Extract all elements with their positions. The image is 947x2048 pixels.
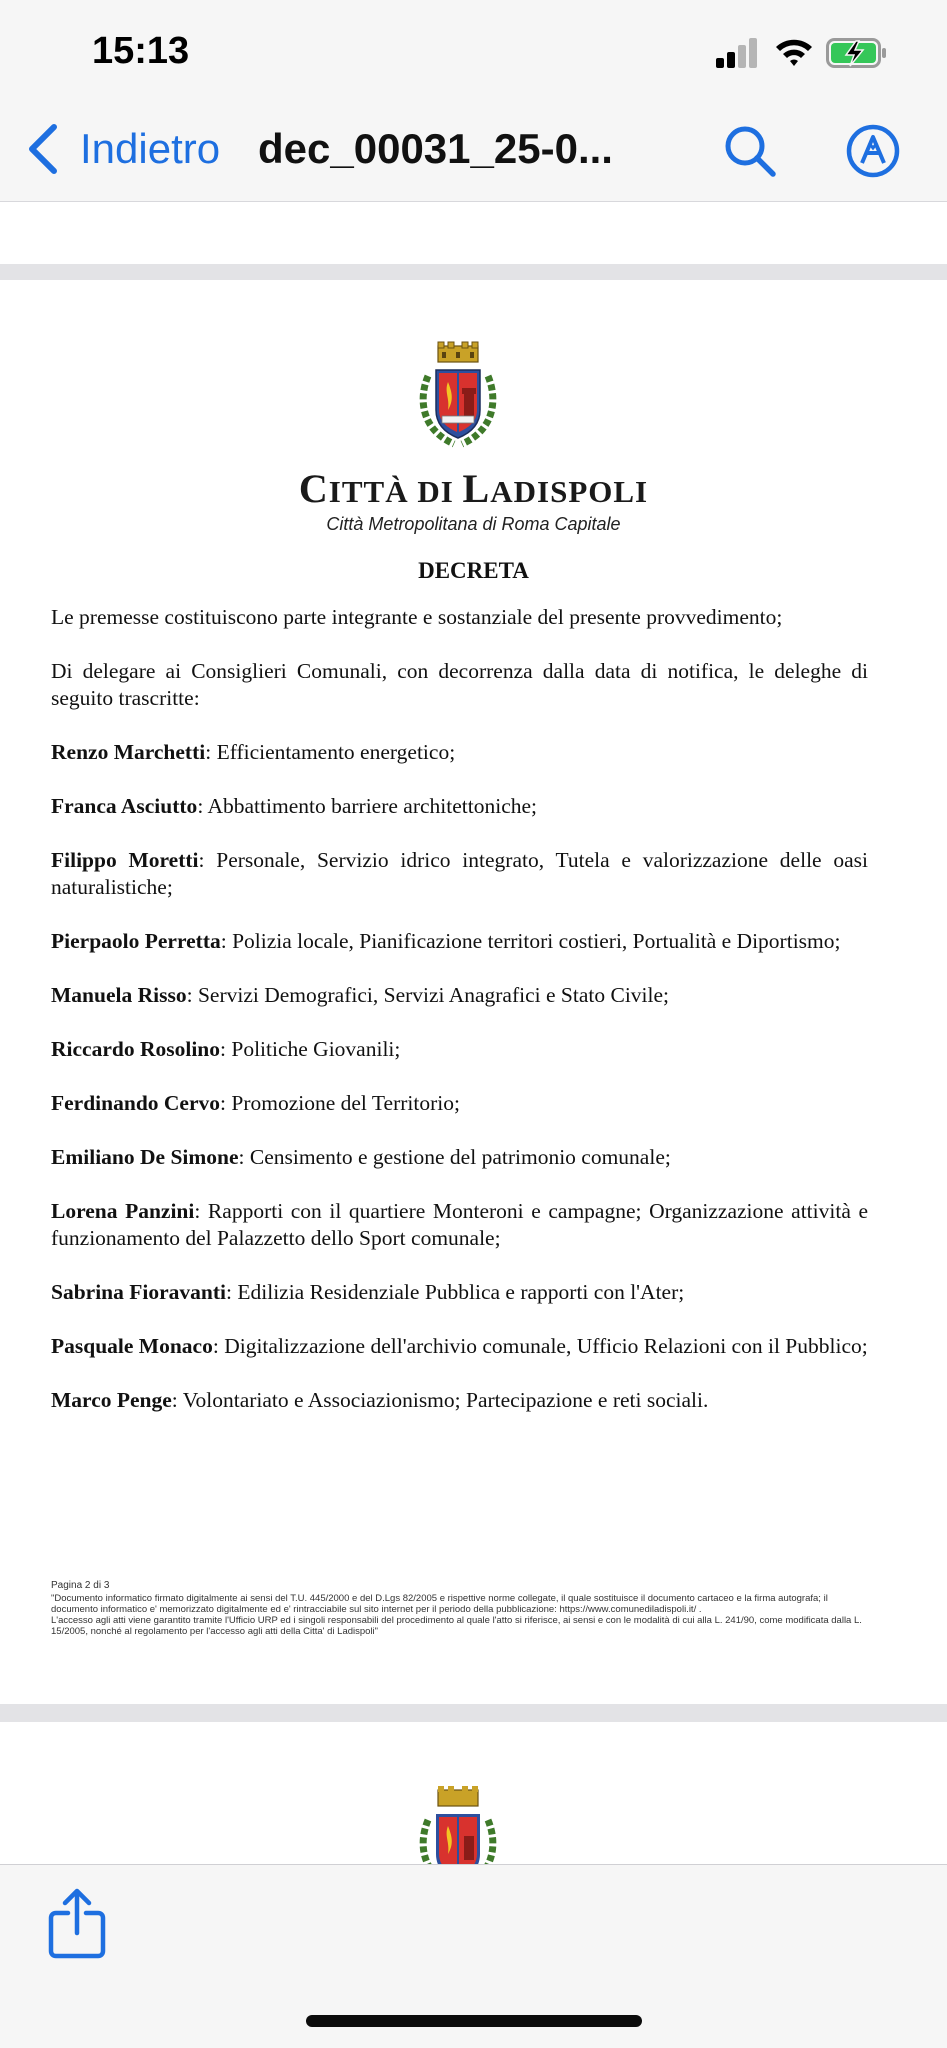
councillor-name: Filippo Moretti xyxy=(51,848,199,872)
back-label: Indietro xyxy=(80,125,221,172)
delegation-item xyxy=(51,1198,868,1252)
wifi-icon xyxy=(774,36,814,68)
chevron-left-icon xyxy=(26,123,60,175)
delegation-item xyxy=(51,739,868,766)
delegation-text: : Promozione del Territorio; xyxy=(220,1091,460,1115)
councillor-name: Marco Penge xyxy=(51,1388,172,1412)
battery-charging-icon xyxy=(826,38,888,68)
back-button[interactable] xyxy=(26,119,220,179)
intro-paragraph: Di delegare ai Consiglieri Comunali, con decorrenza dalla data di notifica, le deleghe di seguito trascritte: xyxy=(51,659,868,710)
home-indicator xyxy=(306,2015,642,2027)
document-page xyxy=(0,280,947,1704)
delegation-item xyxy=(51,1090,868,1117)
delegation-item xyxy=(51,1387,868,1414)
footer-signature-notice: "Documento informatico firmato digitalmente ai sensi del T.U. 445/2000 e del D.Lgs 82/2005 e rispettive norme collegate, il quale sostituisce il documento cartaceo e la firma autografa; il documento informatico e' memorizzato digitalmente ed e' rintracciabile sul sito internet per il periodo della pubblicazione: https://www.comunediladispoli.it/ . xyxy=(51,1593,828,1615)
delegation-text: : Digitalizzazione dell'archivio comunale, Ufficio Relazioni con il Pubblico; xyxy=(212,1334,868,1358)
councillor-name: Sabrina Fioravanti xyxy=(51,1280,227,1304)
delegation-item xyxy=(51,1036,868,1063)
delegations-list xyxy=(51,739,868,1414)
document-viewport[interactable] xyxy=(0,202,947,1864)
delegation-item xyxy=(51,1279,868,1306)
delegation-text: : Censimento e gestione del patrimonio comunale; xyxy=(238,1145,671,1169)
delegation-text: : Personale, Servizio idrico integrato, Tutela e valorizzazione delle oasi naturalistiche; xyxy=(51,848,868,899)
councillor-name: Emiliano De Simone xyxy=(51,1145,239,1169)
delegation-text: : Volontariato e Associazionismo; Partecipazione e reti sociali. xyxy=(171,1388,709,1412)
councillor-name: Ferdinando Cervo xyxy=(51,1091,221,1115)
delegation-text: : Edilizia Residenziale Pubblica e rapporti con l'Ater; xyxy=(226,1280,685,1304)
city-coat-of-arms-icon xyxy=(410,340,506,460)
status-time: 15:13 xyxy=(92,30,190,72)
document-title: dec_00031_25-0... xyxy=(258,125,613,172)
delegation-item xyxy=(51,1144,868,1171)
delegation-item xyxy=(51,847,868,901)
delegation-text: : Servizi Demografici, Servizi Anagrafici e Stato Civile; xyxy=(186,983,670,1007)
councillor-name: Pierpaolo Perretta xyxy=(51,929,221,953)
delegation-text: : Abbattimento barriere architettoniche; xyxy=(197,794,537,818)
city-coat-of-arms-icon xyxy=(410,1784,506,1864)
markup-pen-icon[interactable] xyxy=(845,123,901,179)
delegation-text: : Polizia locale, Pianificazione territori costieri, Portualità e Diportismo; xyxy=(220,929,841,953)
councillor-name: Manuela Risso xyxy=(51,983,187,1007)
decree-heading: DECRETA xyxy=(418,558,529,583)
city-subtitle: Città Metropolitana di Roma Capitale xyxy=(326,514,621,534)
delegation-item xyxy=(51,793,868,820)
councillor-name: Renzo Marchetti xyxy=(51,740,206,764)
bottom-toolbar xyxy=(0,1864,947,2048)
previous-page-fragment xyxy=(0,202,947,264)
status-bar xyxy=(0,0,947,105)
delegation-text: : Rapporti con il quartiere Monteroni e campagne; Organizzazione attività e funzionamento del Palazzetto dello Sport comunale; xyxy=(51,1199,868,1250)
next-page-fragment xyxy=(0,1722,947,1864)
delegation-item xyxy=(51,982,868,1009)
share-icon[interactable] xyxy=(46,1887,108,1959)
page-footer xyxy=(51,1580,871,1637)
city-name-heading: CITTÀ DI LADISPOLI xyxy=(298,466,649,511)
delegation-item xyxy=(51,1333,868,1360)
councillor-name: Lorena Panzini xyxy=(51,1199,195,1223)
delegation-item xyxy=(51,928,868,955)
navigation-bar xyxy=(0,105,947,202)
intro-paragraph: Le premesse costituiscono parte integrante e sostanziale del presente provvedimento; xyxy=(51,605,783,629)
footer-access-notice: L'accesso agli atti viene garantito tramite l'Ufficio URP ed i singoli responsabili del procedimento al quale l'atto si riferisce, ai sensi e con le modalità di cui alla L. 241/90, come modificata dalla L. 15/2005, nonché al regolamento per l'accesso agli atti della Citta' di Ladispoli" xyxy=(51,1615,862,1637)
councillor-name: Riccardo Rosolino xyxy=(51,1037,221,1061)
delegation-text: : Politiche Giovanili; xyxy=(220,1037,401,1061)
document-body xyxy=(51,604,868,1441)
delegation-text: : Efficientamento energetico; xyxy=(205,740,456,764)
cellular-signal-icon xyxy=(716,38,760,68)
councillor-name: Franca Asciutto xyxy=(51,794,198,818)
councillor-name: Pasquale Monaco xyxy=(51,1334,213,1358)
page-number: Pagina 2 di 3 xyxy=(51,1580,110,1591)
search-icon[interactable] xyxy=(722,123,778,179)
